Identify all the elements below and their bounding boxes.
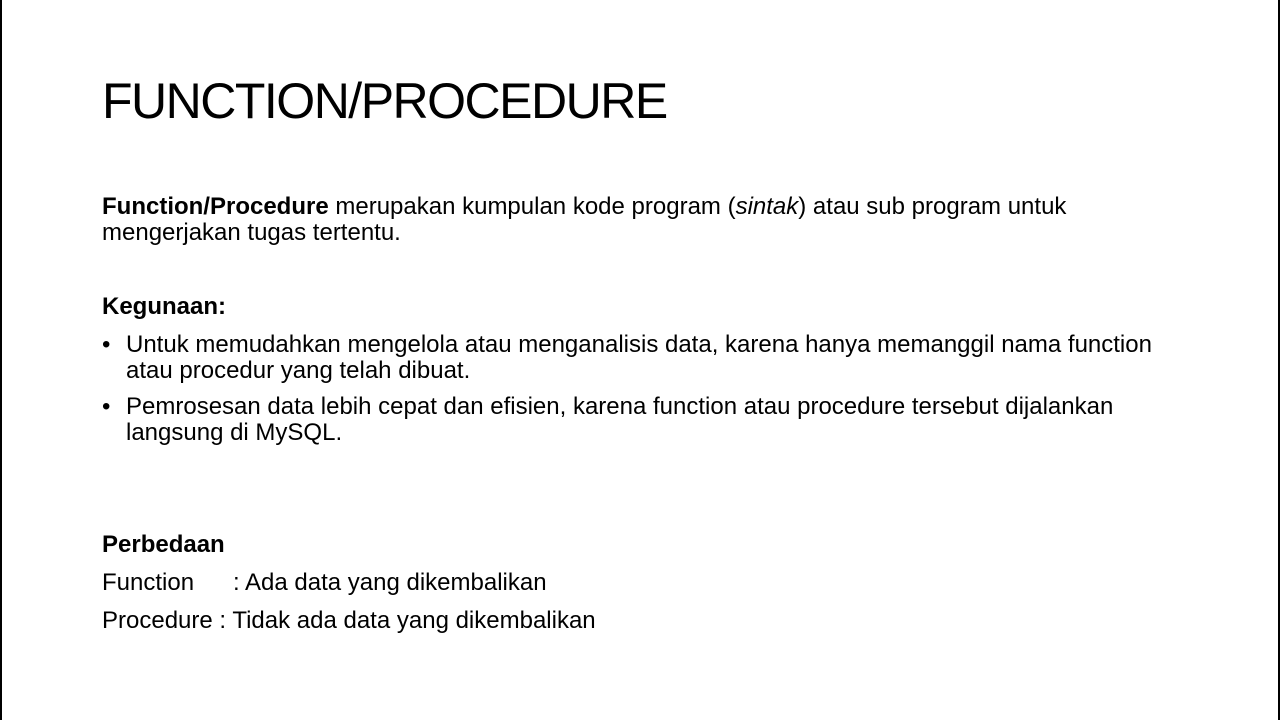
list-item: [102, 394, 1202, 446]
diff-term: Procedure: [102, 607, 213, 634]
perbedaan-heading: Perbedaan: [102, 531, 225, 558]
diff-separator: :: [212, 607, 233, 634]
list-item: [102, 332, 1202, 384]
intro-text-after: ) atau sub program untuk mengerjakan tugas tertentu.: [102, 193, 1067, 246]
kegunaan-list: [102, 332, 1202, 456]
bullet-icon: •: [102, 331, 111, 358]
list-item-text: Untuk memudahkan mengelola atau menganalisis data, karena hanya memanggil nama function atau procedur yang telah dibuat.: [126, 331, 1152, 384]
intro-paragraph: [102, 194, 1202, 246]
intro-term: Function/Procedure: [102, 193, 329, 220]
diff-term: Function: [102, 569, 195, 596]
diff-desc: Tidak ada data yang dikembalikan: [232, 607, 596, 634]
intro-italic: sintak: [735, 193, 799, 220]
perbedaan-row-procedure: [102, 608, 596, 634]
perbedaan-row-function: [102, 570, 547, 596]
list-item-text: Pemrosesan data lebih cepat dan efisien, karena function atau procedure tersebut dijalankan langsung di MySQL.: [126, 393, 1114, 446]
kegunaan-heading: Kegunaan:: [102, 293, 227, 320]
diff-desc: Ada data yang dikembalikan: [245, 569, 547, 596]
bullet-icon: •: [102, 393, 111, 420]
slide-title: FUNCTION/PROCEDURE: [102, 73, 667, 129]
diff-separator: :: [233, 569, 246, 596]
intro-text-before: merupakan kumpulan kode program (: [328, 193, 736, 220]
